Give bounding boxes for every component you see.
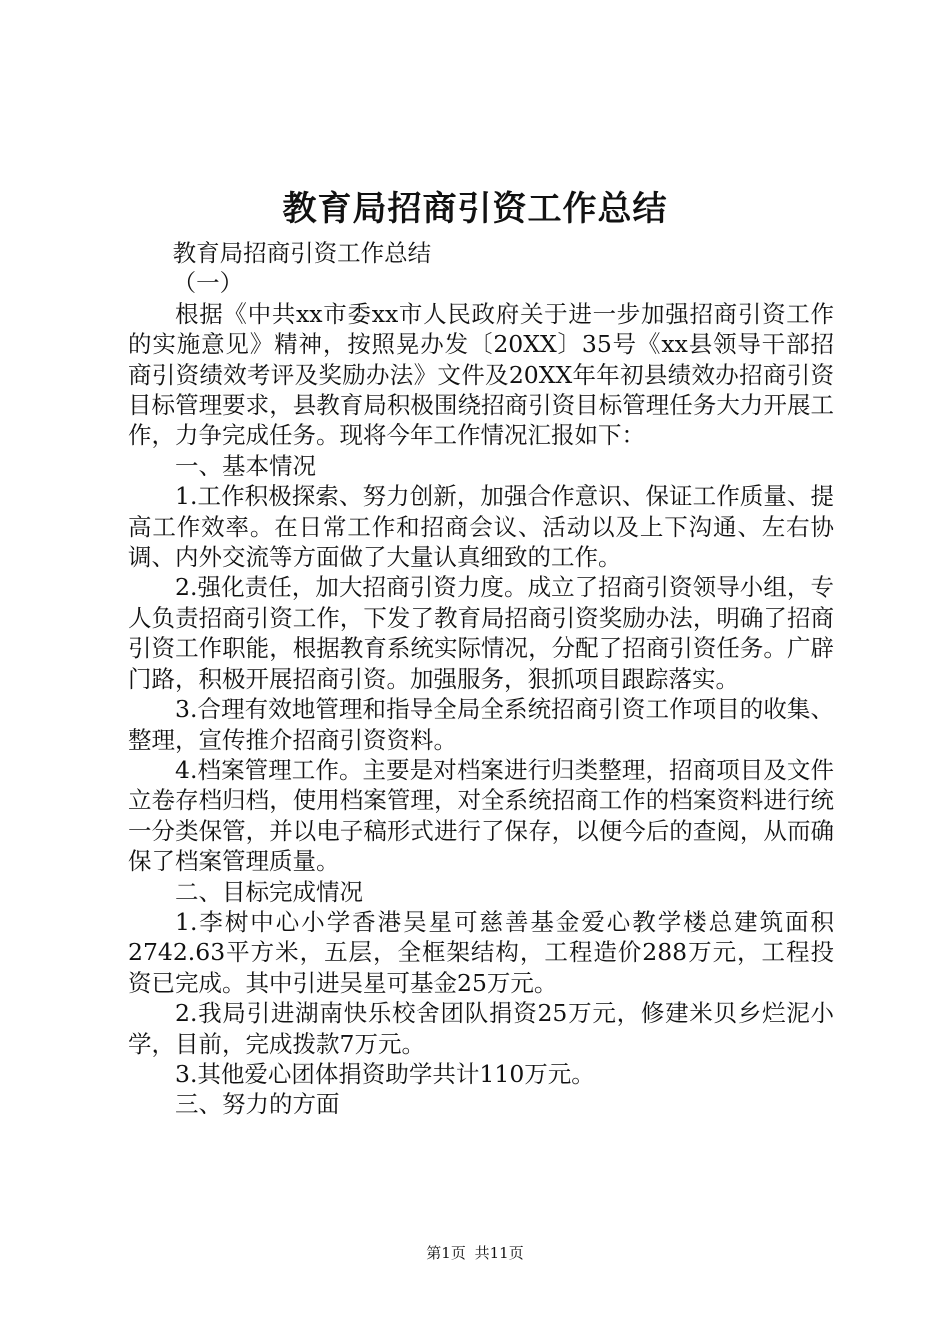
page-total: 共11页 — [474, 1244, 524, 1262]
body-paragraph: 1.工作积极探索、努力创新，加强合作意识、保证工作质量、提高工作效率。在日常工作和招商会议、活动以及上下沟通、左右协调、内外交流等方面做了大量认真细致的工作。 — [128, 482, 834, 572]
body-paragraph: 4.档案管理工作。主要是对档案进行归类整理，招商项目及文件立卷存档归档，使用档案管理，对全系统招商工作的档案资料进行统一分类保管，并以电子稿形式进行了保存，以便今后的查阅，从而确保了档案管理质量。 — [128, 755, 834, 876]
body-paragraph: 2.强化责任，加大招商引资力度。成立了招商引资领导小组，专人负责招商引资工作，下发了教育局招商引资奖励办法，明确了招商引资工作职能，根据教育系统实际情况，分配了招商引资任务。广辟门路，积极开展招商引资。加强服务，狠抓项目跟踪落实。 — [128, 573, 834, 693]
body-paragraph: 2.我局引进湖南快乐校舍团队捐资25万元，修建米贝乡烂泥小学，目前，完成拨款7万元。 — [128, 999, 834, 1058]
body-paragraph: 3.合理有效地管理和指导全局全系统招商引资工作项目的收集、整理，宣传推介招商引资资料。 — [128, 695, 834, 754]
section-heading-efforts: 三、努力的方面 — [175, 1090, 340, 1119]
body-paragraph: 1.李树中心小学香港吴星可慈善基金爱心教学楼总建筑面积2742.63平方米，五层，全框架结构，工程造价288万元，工程投资已完成。其中引进吴星可基金25万元。 — [128, 907, 834, 997]
section-number-paragraph: （一） — [172, 269, 244, 298]
body-paragraph: 3.其他爱心团体捐资助学共计110万元。 — [175, 1059, 595, 1088]
document-body — [128, 238, 834, 1120]
section-heading-basic: 一、基本情况 — [175, 451, 316, 480]
section-heading-goals: 二、目标完成情况 — [175, 877, 363, 906]
page-number: 第1页 — [426, 1244, 466, 1262]
intro-paragraph: 根据《中共xx市委xx市人民政府关于进一步加强招商引资工作的实施意见》精神，按照晃办发〔20XX〕35号《xx县领导干部招商引资绩效考评及奖励办法》文件及20XX年年初县绩效办招商引资目标管理要求，县教育局积极围绕招商引资目标管理任务大力开展工作，力争完成任务。现将今年工作情况汇报如下： — [128, 299, 834, 450]
subtitle-paragraph: 教育局招商引资工作总结 — [172, 239, 432, 267]
document-title: 教育局招商引资工作总结 — [282, 189, 668, 229]
page-footer — [0, 1243, 950, 1263]
